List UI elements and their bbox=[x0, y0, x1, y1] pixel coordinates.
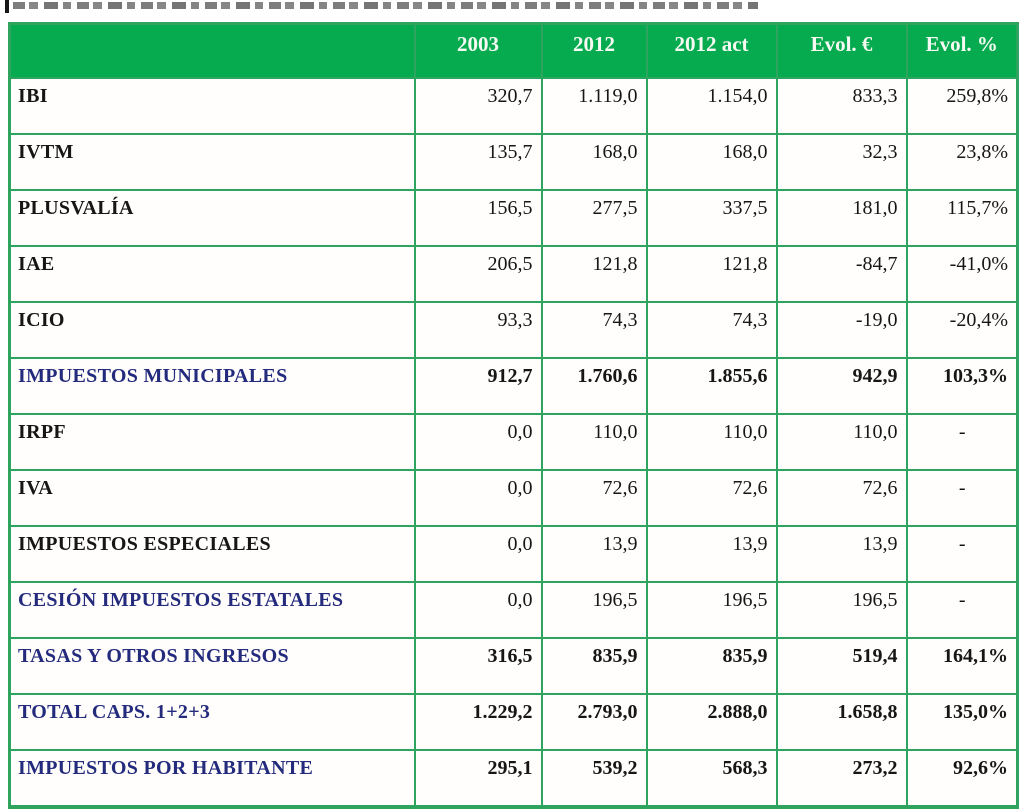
cell-evol-eur: 181,0 bbox=[777, 190, 907, 246]
row-label: CESIÓN IMPUESTOS ESTATALES bbox=[10, 582, 415, 638]
cell-evol-pct: 103,3% bbox=[907, 358, 1018, 414]
cell-evol-pct: - bbox=[907, 526, 1018, 582]
cell-evol-eur: 196,5 bbox=[777, 582, 907, 638]
cell-evol-pct: 92,6% bbox=[907, 750, 1018, 807]
row-label: IVA bbox=[10, 470, 415, 526]
table-row-summary bbox=[10, 638, 1018, 694]
cell-2003: 295,1 bbox=[415, 750, 542, 807]
cell-2012: 2.793,0 bbox=[542, 694, 647, 750]
cell-evol-eur: 942,9 bbox=[777, 358, 907, 414]
cell-2012: 168,0 bbox=[542, 134, 647, 190]
cell-2003: 0,0 bbox=[415, 414, 542, 470]
cell-2012: 72,6 bbox=[542, 470, 647, 526]
row-label: IMPUESTOS POR HABITANTE bbox=[10, 750, 415, 807]
header-evol-eur: Evol. € bbox=[777, 24, 907, 79]
cell-evol-pct: 23,8% bbox=[907, 134, 1018, 190]
cell-2003: 135,7 bbox=[415, 134, 542, 190]
cell-evol-pct: - bbox=[907, 470, 1018, 526]
cell-evol-pct: 115,7% bbox=[907, 190, 1018, 246]
cell-2012-act: 1.855,6 bbox=[647, 358, 777, 414]
table-row bbox=[10, 190, 1018, 246]
cropped-text-left-bar bbox=[5, 0, 9, 13]
cell-2003: 0,0 bbox=[415, 526, 542, 582]
cell-2012-act: 168,0 bbox=[647, 134, 777, 190]
cell-2012: 835,9 bbox=[542, 638, 647, 694]
cell-2012: 539,2 bbox=[542, 750, 647, 807]
cropped-text-sliver bbox=[13, 2, 758, 9]
cell-2012: 196,5 bbox=[542, 582, 647, 638]
cell-2012-act: 337,5 bbox=[647, 190, 777, 246]
cell-2003: 316,5 bbox=[415, 638, 542, 694]
cell-evol-pct: -20,4% bbox=[907, 302, 1018, 358]
header-evol-pct: Evol. % bbox=[907, 24, 1018, 79]
cell-evol-pct: 164,1% bbox=[907, 638, 1018, 694]
table-row bbox=[10, 414, 1018, 470]
cell-2012-act: 568,3 bbox=[647, 750, 777, 807]
cell-evol-pct: - bbox=[907, 414, 1018, 470]
table-row-summary bbox=[10, 750, 1018, 807]
row-label: IVTM bbox=[10, 134, 415, 190]
row-label: IMPUESTOS MUNICIPALES bbox=[10, 358, 415, 414]
cell-evol-eur: 13,9 bbox=[777, 526, 907, 582]
cell-2012: 1.119,0 bbox=[542, 78, 647, 134]
cell-evol-eur: 32,3 bbox=[777, 134, 907, 190]
row-label: IBI bbox=[10, 78, 415, 134]
cell-2012-act: 835,9 bbox=[647, 638, 777, 694]
cell-2012: 121,8 bbox=[542, 246, 647, 302]
cell-evol-eur: 273,2 bbox=[777, 750, 907, 807]
cell-evol-pct: 135,0% bbox=[907, 694, 1018, 750]
cell-2003: 320,7 bbox=[415, 78, 542, 134]
table-row bbox=[10, 470, 1018, 526]
row-label: TOTAL CAPS. 1+2+3 bbox=[10, 694, 415, 750]
cell-2012: 13,9 bbox=[542, 526, 647, 582]
cell-2003: 0,0 bbox=[415, 470, 542, 526]
table-row bbox=[10, 526, 1018, 582]
cell-2012-act: 2.888,0 bbox=[647, 694, 777, 750]
table-row bbox=[10, 246, 1018, 302]
cell-evol-eur: -84,7 bbox=[777, 246, 907, 302]
table-row bbox=[10, 78, 1018, 134]
cell-evol-eur: -19,0 bbox=[777, 302, 907, 358]
table-row-summary bbox=[10, 358, 1018, 414]
cell-2003: 1.229,2 bbox=[415, 694, 542, 750]
cell-2012-act: 74,3 bbox=[647, 302, 777, 358]
header-2003: 2003 bbox=[415, 24, 542, 79]
row-label: IAE bbox=[10, 246, 415, 302]
cell-evol-eur: 833,3 bbox=[777, 78, 907, 134]
row-label: ICIO bbox=[10, 302, 415, 358]
table-header-row bbox=[10, 24, 1018, 79]
cell-2012-act: 72,6 bbox=[647, 470, 777, 526]
cell-evol-pct: 259,8% bbox=[907, 78, 1018, 134]
row-label: IRPF bbox=[10, 414, 415, 470]
cell-2012: 110,0 bbox=[542, 414, 647, 470]
row-label: PLUSVALÍA bbox=[10, 190, 415, 246]
cell-evol-eur: 110,0 bbox=[777, 414, 907, 470]
cell-2012-act: 110,0 bbox=[647, 414, 777, 470]
cell-2003: 0,0 bbox=[415, 582, 542, 638]
cell-2012: 1.760,6 bbox=[542, 358, 647, 414]
tax-evolution-table bbox=[8, 22, 1019, 809]
cell-2003: 156,5 bbox=[415, 190, 542, 246]
cell-evol-pct: -41,0% bbox=[907, 246, 1018, 302]
table-row-summary bbox=[10, 582, 1018, 638]
cell-2012-act: 1.154,0 bbox=[647, 78, 777, 134]
header-2012: 2012 bbox=[542, 24, 647, 79]
header-empty bbox=[10, 24, 415, 79]
header-2012-act: 2012 act bbox=[647, 24, 777, 79]
cell-2003: 206,5 bbox=[415, 246, 542, 302]
cell-2012-act: 13,9 bbox=[647, 526, 777, 582]
cell-evol-eur: 1.658,8 bbox=[777, 694, 907, 750]
cell-2012-act: 196,5 bbox=[647, 582, 777, 638]
cell-2003: 912,7 bbox=[415, 358, 542, 414]
row-label: TASAS Y OTROS INGRESOS bbox=[10, 638, 415, 694]
cell-evol-eur: 72,6 bbox=[777, 470, 907, 526]
cell-evol-pct: - bbox=[907, 582, 1018, 638]
cell-2003: 93,3 bbox=[415, 302, 542, 358]
cell-2012: 74,3 bbox=[542, 302, 647, 358]
row-label: IMPUESTOS ESPECIALES bbox=[10, 526, 415, 582]
cell-2012-act: 121,8 bbox=[647, 246, 777, 302]
cropped-text-line bbox=[5, 0, 762, 13]
table-row bbox=[10, 134, 1018, 190]
table-row bbox=[10, 302, 1018, 358]
cell-evol-eur: 519,4 bbox=[777, 638, 907, 694]
table-row-summary bbox=[10, 694, 1018, 750]
cell-2012: 277,5 bbox=[542, 190, 647, 246]
